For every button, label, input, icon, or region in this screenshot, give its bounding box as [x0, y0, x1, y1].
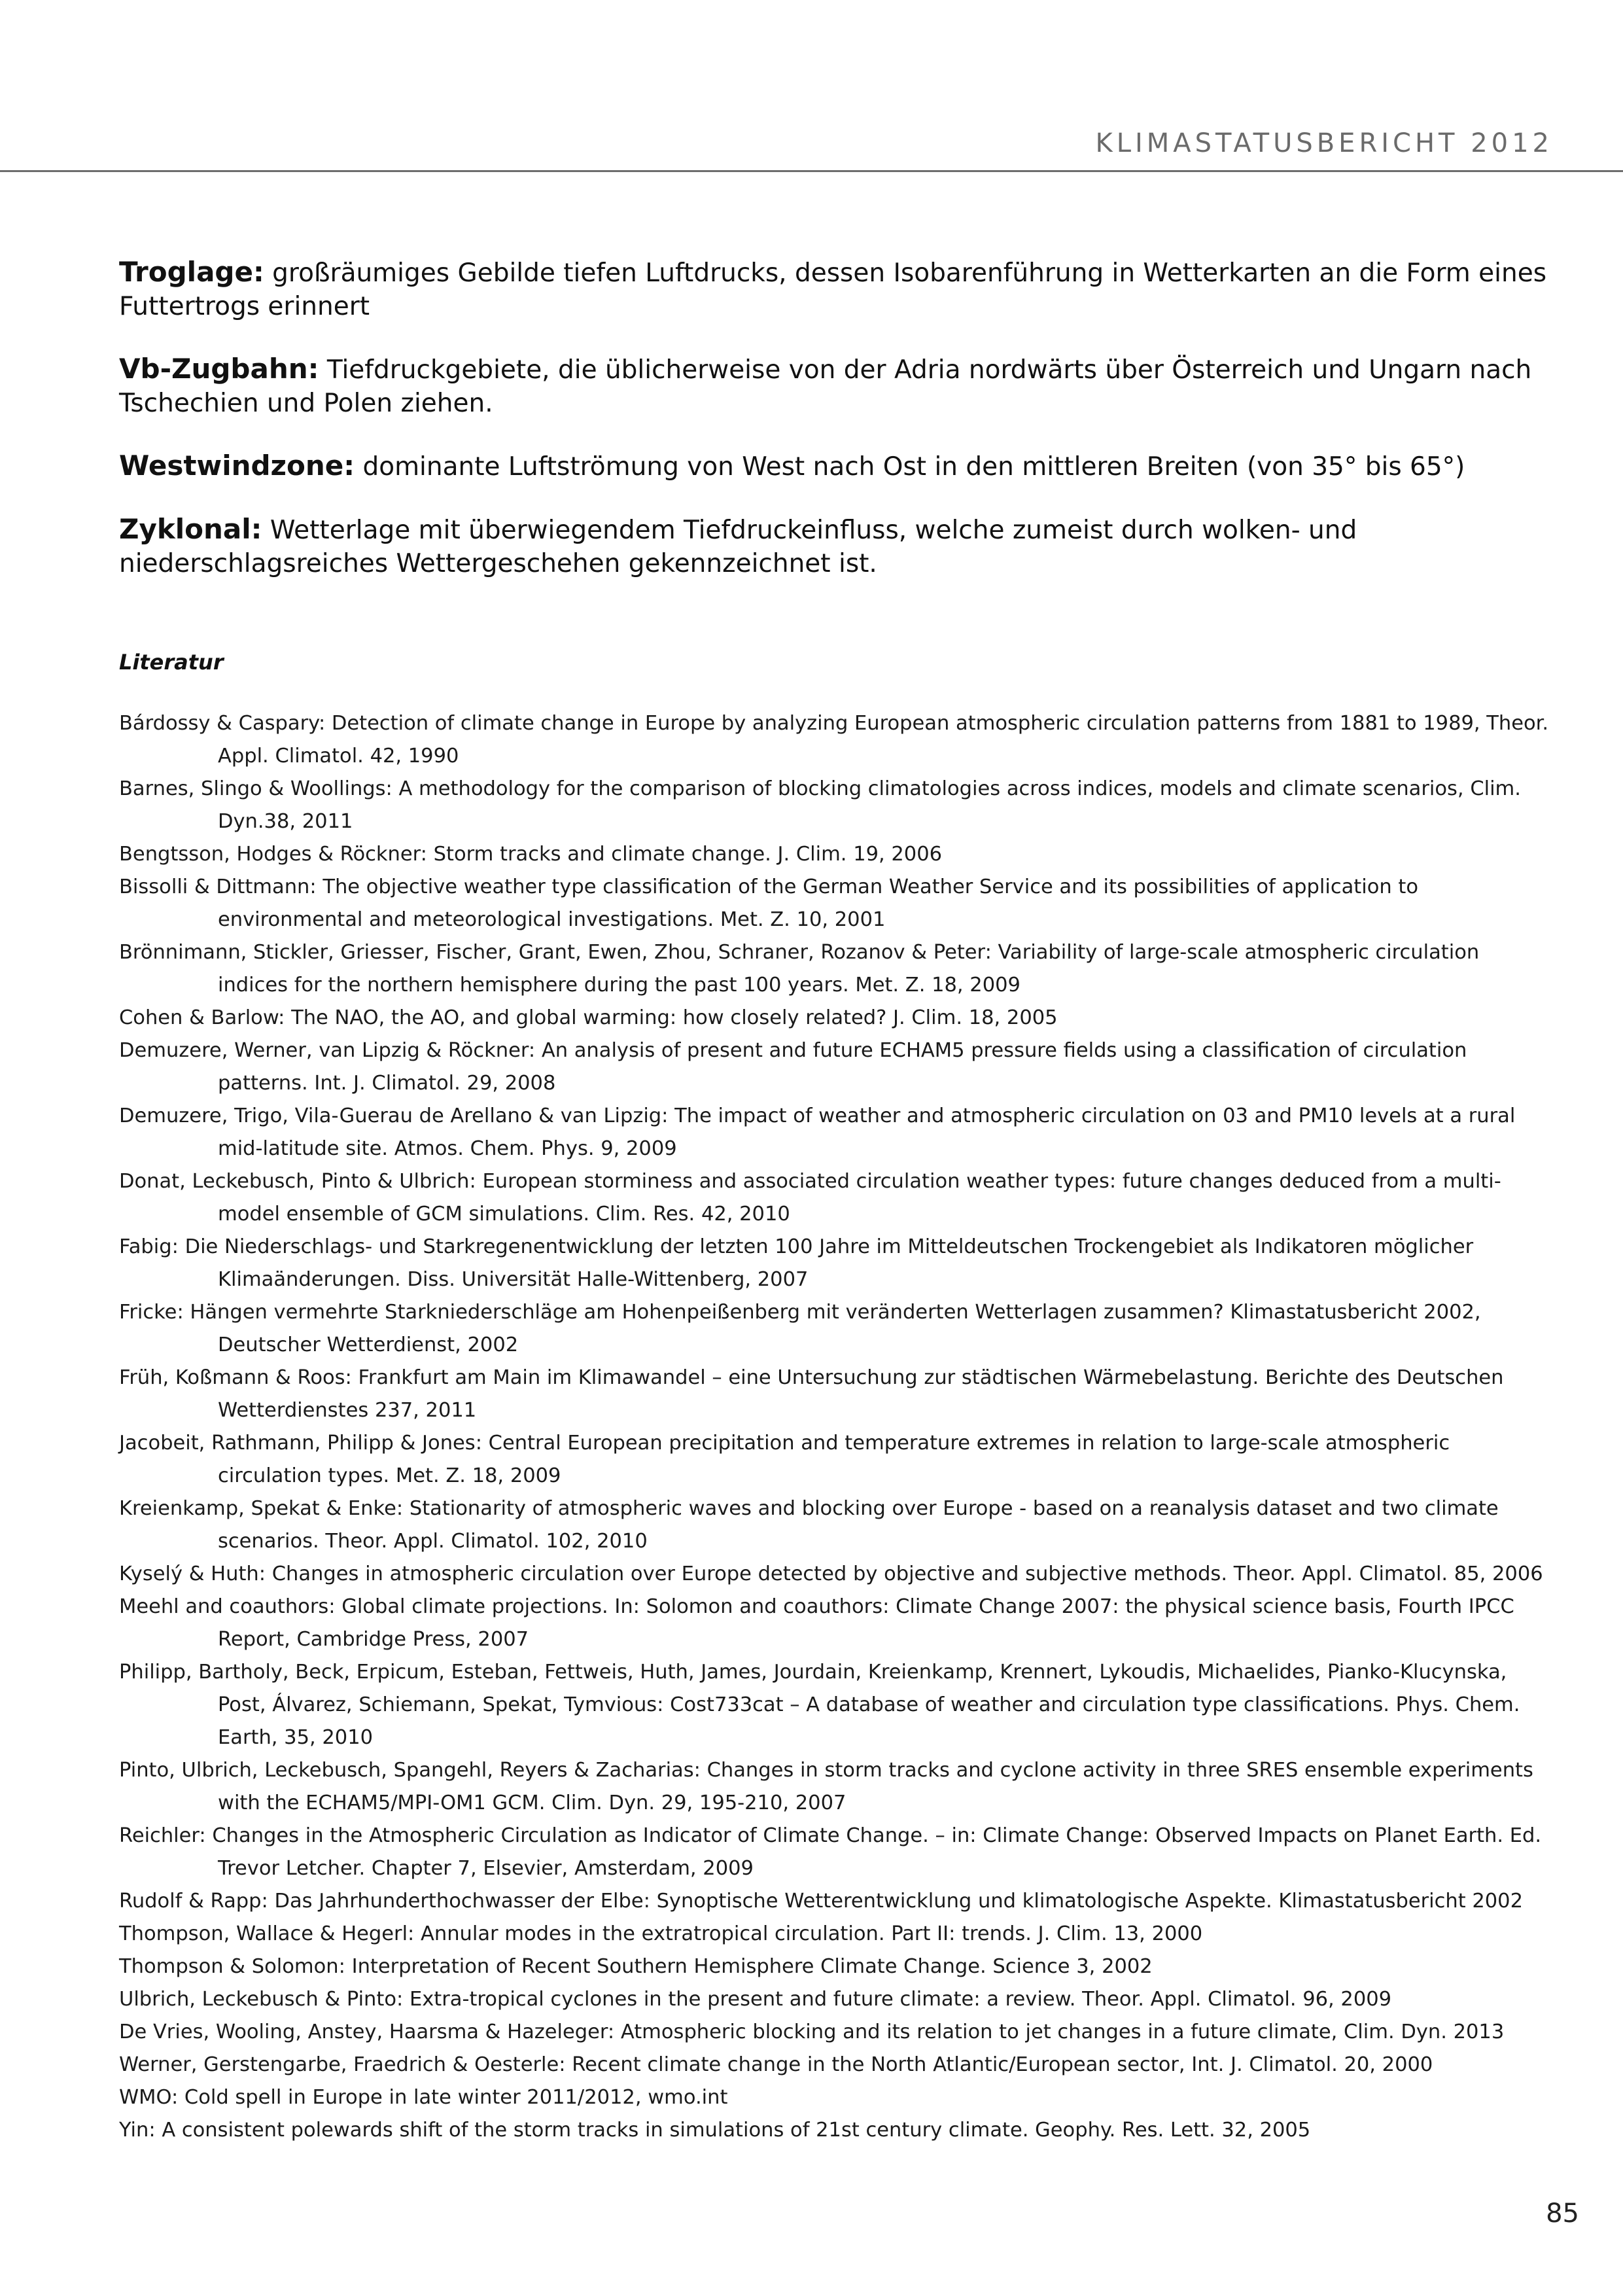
reference-item: Reichler: Changes in the Atmospheric Circulation as Indicator of Climate Change. – in: Climate Change: Observed Impacts on Planet Earth. Ed. Trevor Letcher. Chapter 7, Elsevier, Amsterdam, 2009 — [119, 1824, 1542, 1880]
reference-item: Meehl and coauthors: Global climate projections. In: Solomon and coauthors: Climate Change 2007: the physical science basis, Fourth IPCC Report, Cambridge Press, 2007 — [119, 1595, 1514, 1651]
glossary-term: Zyklonal: — [119, 513, 262, 545]
reference-item: Rudolf & Rapp: Das Jahrhunderthochwasser der Elbe: Synoptische Wetterentwicklung und klimatologische Aspekte. Klimastatusbericht 2002 — [119, 1890, 1523, 1913]
reference-item: Pinto, Ulbrich, Leckebusch, Spangehl, Reyers & Zacharias: Changes in storm tracks and cyclone activity in three SRES ensemble experiments with the ECHAM5/MPI-OM1 GCM. Clim. Dyn. 29, 195-210, 2007 — [119, 1759, 1533, 1814]
glossary-item-troglage — [119, 255, 1552, 323]
reference-item: Jacobeit, Rathmann, Philipp & Jones: Central European precipitation and temperature extremes in relation to large-scale atmospheric circulation types. Met. Z. 18, 2009 — [119, 1432, 1450, 1487]
glossary-term: Westwindzone: — [119, 450, 355, 482]
page-number: 85 — [1546, 2199, 1579, 2229]
reference-item: Brönnimann, Stickler, Griesser, Fischer, Grant, Ewen, Zhou, Schraner, Rozanov & Peter: Variability of large-scale atmospheric circulation indices for the northern hemisphere during the past 100 years. Met. Z. 18, 2009 — [119, 941, 1480, 997]
reference-item: Bissolli & Dittmann: The objective weather type classification of the German Weather Service and its possibilities of application to environmental and meteorological investigations. Met. Z. 10, 2001 — [119, 875, 1419, 931]
header-divider — [0, 170, 1623, 172]
glossary-item-vb-zugbahn — [119, 352, 1552, 420]
reference-item: Werner, Gerstengarbe, Fraedrich & Oesterle: Recent climate change in the North Atlantic/European sector, Int. J. Climatol. 20, 2000 — [119, 2053, 1433, 2076]
reference-item: De Vries, Wooling, Anstey, Haarsma & Hazeleger: Atmospheric blocking and its relation to jet changes in a future climate, Clim. Dyn. 2013 — [119, 2021, 1505, 2043]
glossary-item-westwindzone — [119, 449, 1552, 484]
glossary-definition: Tiefdruckgebiete, die üblicherweise von der Adria nordwärts über Österreich und Ungarn nach Tschechien und Polen ziehen. — [119, 355, 1532, 418]
glossary — [119, 255, 1552, 580]
glossary-definition: Wetterlage mit überwiegendem Tiefdruckeinfluss, welche zumeist durch wolken- und niederschlagsreiches Wettergeschehen gekennzeichnet ist. — [119, 516, 1357, 578]
glossary-term: Troglage: — [119, 256, 264, 288]
reference-item: Cohen & Barlow: The NAO, the AO, and global warming: how closely related? J. Clim. 18, 2005 — [119, 1006, 1058, 1029]
reference-item: Thompson, Wallace & Hegerl: Annular modes in the extratropical circulation. Part II: trends. J. Clim. 13, 2000 — [119, 1922, 1203, 1945]
reference-item: Philipp, Bartholy, Beck, Erpicum, Esteban, Fettweis, Huth, James, Jourdain, Kreienkamp, Krennert, Lykoudis, Michaelides, Pianko-Klucynska, Post, Álvarez, Schiemann, Spekat, Tymvious: Cost733cat – A database of weather and circulation type classifications. Phys. Chem. Earth, 35, 2010 — [119, 1661, 1520, 1749]
reference-list — [119, 707, 1552, 2147]
reference-item: Barnes, Slingo & Woollings: A methodology for the comparison of blocking climatologies across indices, models and climate scenarios, Clim. Dyn.38, 2011 — [119, 777, 1521, 833]
reference-item: Bárdossy & Caspary: Detection of climate change in Europe by analyzing European atmospheric circulation patterns from 1881 to 1989, Theor. Appl. Climatol. 42, 1990 — [119, 712, 1549, 768]
reference-item: WMO: Cold spell in Europe in late winter 2011/2012, wmo.int — [119, 2086, 728, 2109]
reference-item: Fricke: Hängen vermehrte Starkniederschläge am Hohenpeißenberg mit veränderten Wetterlagen zusammen? Klimastatusbericht 2002, Deutscher Wetterdienst, 2002 — [119, 1301, 1481, 1356]
page-content — [119, 255, 1552, 2147]
reference-item: Fabig: Die Niederschlags- und Starkregenentwicklung der letzten 100 Jahre im Mitteldeutschen Trockengebiet als Indikatoren möglicher Klimaänderungen. Diss. Universität Halle-Wittenberg, 2007 — [119, 1235, 1474, 1291]
reference-item: Früh, Koßmann & Roos: Frankfurt am Main im Klimawandel – eine Untersuchung zur städtischen Wärmebelastung. Berichte des Deutschen Wetterdienstes 237, 2011 — [119, 1366, 1504, 1422]
reference-item: Donat, Leckebusch, Pinto & Ulbrich: European storminess and associated circulation weather types: future changes deduced from a multi-model ensemble of GCM simulations. Clim. Res. 42, 2010 — [119, 1170, 1501, 1226]
reference-item: Thompson & Solomon: Interpretation of Recent Southern Hemisphere Climate Change. Science 3, 2002 — [119, 1955, 1153, 1978]
glossary-item-zyklonal — [119, 512, 1552, 580]
reference-item: Ulbrich, Leckebusch & Pinto: Extra-tropical cyclones in the present and future climate: a review. Theor. Appl. Climatol. 96, 2009 — [119, 1988, 1392, 2011]
reference-item: Yin: A consistent polewards shift of the storm tracks in simulations of 21st century climate. Geophy. Res. Lett. 32, 2005 — [119, 2119, 1311, 2142]
reference-item: Demuzere, Trigo, Vila-Guerau de Arellano & van Lipzig: The impact of weather and atmospheric circulation on 03 and PM10 levels at a rural mid-latitude site. Atmos. Chem. Phys. 9, 2009 — [119, 1104, 1516, 1160]
report-header-title: KLIMASTATUSBERICHT 2012 — [1095, 128, 1553, 158]
glossary-definition: dominante Luftströmung von West nach Ost in den mittleren Breiten (von 35° bis 65°) — [362, 452, 1465, 482]
literature-heading: Literatur — [119, 650, 224, 675]
glossary-term: Vb-Zugbahn: — [119, 353, 319, 385]
reference-item: Kreienkamp, Spekat & Enke: Stationarity of atmospheric waves and blocking over Europe - based on a reanalysis dataset and two climate scenarios. Theor. Appl. Climatol. 102, 2010 — [119, 1497, 1499, 1553]
glossary-definition: großräumiges Gebilde tiefen Luftdrucks, dessen Isobarenführung in Wetterkarten an die Form eines Futtertrogs erinnert — [119, 258, 1547, 321]
reference-item: Bengtsson, Hodges & Röckner: Storm tracks and climate change. J. Clim. 19, 2006 — [119, 843, 943, 866]
reference-item: Demuzere, Werner, van Lipzig & Röckner: An analysis of present and future ECHAM5 pressure fields using a classification of circulation patterns. Int. J. Climatol. 29, 2008 — [119, 1039, 1467, 1095]
reference-item: Kyselý & Huth: Changes in atmospheric circulation over Europe detected by objective and subjective methods. Theor. Appl. Climatol. 85, 2006 — [119, 1563, 1543, 1585]
